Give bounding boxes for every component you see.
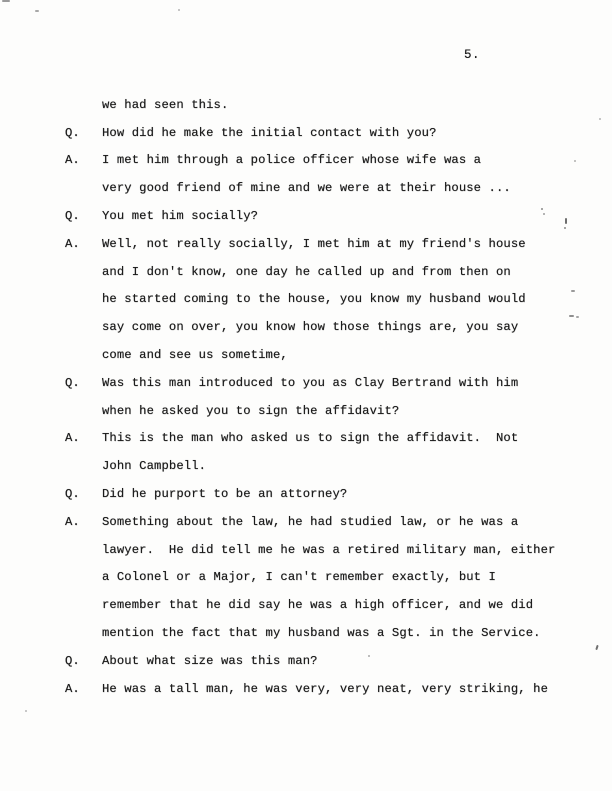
speaker-label: Q. bbox=[65, 375, 80, 390]
scan-speck bbox=[541, 208, 543, 210]
transcript-line bbox=[0, 313, 612, 341]
scan-speck bbox=[35, 10, 39, 12]
line-text: I met him through a police officer whose wife was a bbox=[102, 153, 482, 168]
line-text: John Campbell. bbox=[102, 459, 207, 474]
line-text: lawyer. He did tell me he was a retired military man, either bbox=[102, 542, 556, 557]
line-text: Well, not really socially, I met him at my friend's house bbox=[102, 236, 526, 251]
line-text: How did he make the initial contact with you? bbox=[102, 125, 437, 140]
scan-speck bbox=[2, 0, 10, 2]
line-text: Was this man introduced to you as Clay Bertrand with him bbox=[102, 375, 519, 390]
line-text: very good friend of mine and we were at their house ... bbox=[102, 181, 511, 196]
transcript-line bbox=[0, 202, 612, 230]
speaker-label: A. bbox=[65, 236, 80, 251]
line-text: he started coming to the house, you know my husband would bbox=[102, 292, 526, 307]
scan-speck bbox=[569, 315, 574, 317]
transcript-line bbox=[0, 647, 612, 675]
line-text: You met him socially? bbox=[102, 209, 259, 224]
line-text: He was a tall man, he was very, very neat, very striking, he bbox=[102, 681, 549, 696]
transcript-body bbox=[0, 91, 612, 703]
scan-speck bbox=[571, 290, 575, 292]
transcript-line bbox=[0, 91, 612, 119]
transcript-line bbox=[0, 452, 612, 480]
transcript-line bbox=[0, 675, 612, 703]
scan-speck bbox=[565, 218, 567, 224]
transcript-line bbox=[0, 564, 612, 592]
transcript-line bbox=[0, 369, 612, 397]
line-text: when he asked you to sign the affidavit? bbox=[102, 403, 400, 418]
line-text: a Colonel or a Major, I can't remember exactly, but I bbox=[102, 570, 496, 585]
transcript-line bbox=[0, 147, 612, 175]
scan-speck bbox=[178, 9, 180, 11]
speaker-label: A. bbox=[65, 681, 80, 696]
transcript-line bbox=[0, 119, 612, 147]
speaker-label: A. bbox=[65, 514, 80, 529]
line-text: This is the man who asked us to sign the affidavit. Not bbox=[102, 431, 519, 446]
line-text: mention the fact that my husband was a Sgt. in the Service. bbox=[102, 626, 541, 641]
scan-speck bbox=[543, 213, 545, 215]
speaker-label: Q. bbox=[65, 487, 80, 502]
speaker-label: Q. bbox=[65, 125, 80, 140]
line-text: remember that he did say he was a high officer, and we did bbox=[102, 598, 534, 613]
transcript-line bbox=[0, 258, 612, 286]
scan-speck bbox=[576, 316, 579, 318]
transcript-line bbox=[0, 174, 612, 202]
transcript-line bbox=[0, 619, 612, 647]
transcript-line bbox=[0, 591, 612, 619]
line-text: Something about the law, he had studied law, or he was a bbox=[102, 514, 519, 529]
speaker-label: Q. bbox=[65, 653, 80, 668]
line-text: come and see us sometime, bbox=[102, 348, 288, 363]
scan-speck bbox=[564, 227, 566, 229]
transcript-line bbox=[0, 341, 612, 369]
page-number: 5. bbox=[464, 48, 481, 62]
line-text: About what size was this man? bbox=[102, 653, 318, 668]
speaker-label: A. bbox=[65, 431, 80, 446]
transcript-line bbox=[0, 230, 612, 258]
speaker-label: A. bbox=[65, 153, 80, 168]
transcript-line bbox=[0, 480, 612, 508]
transcript-line bbox=[0, 397, 612, 425]
scan-speck bbox=[25, 710, 27, 712]
transcript-line bbox=[0, 508, 612, 536]
line-text: we had seen this. bbox=[102, 97, 229, 112]
scan-speck bbox=[599, 118, 601, 120]
line-text: Did he purport to be an attorney? bbox=[102, 487, 348, 502]
line-text: say come on over, you know how those things are, you say bbox=[102, 320, 519, 335]
transcript-line bbox=[0, 536, 612, 564]
scan-speck bbox=[368, 655, 370, 657]
scan-speck bbox=[574, 160, 576, 162]
transcript-line bbox=[0, 286, 612, 314]
line-text: and I don't know, one day he called up and from then on bbox=[102, 264, 511, 279]
transcript-line bbox=[0, 425, 612, 453]
speaker-label: Q. bbox=[65, 209, 80, 224]
